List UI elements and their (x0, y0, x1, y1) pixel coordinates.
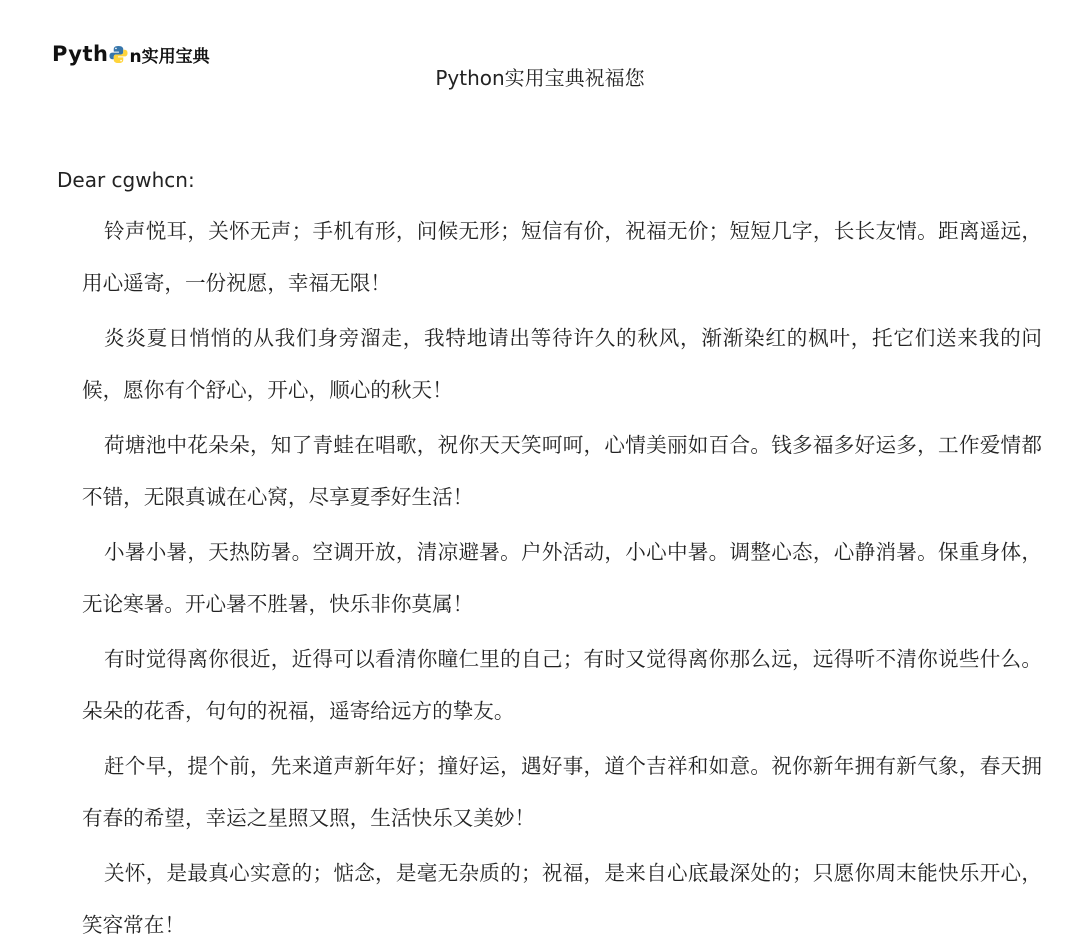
blessing-paragraph-7: 关怀，是最真心实意的；惦念，是毫无杂质的；祝福，是来自心底最深处的；只愿你周末能快乐开心，笑容常在！ (82, 861, 1042, 937)
python-snake-icon (109, 45, 128, 64)
blessing-paragraph-4: 小暑小暑，天热防暑。空调开放，清凉避暑。户外活动，小心中暑。调整心态，心静消暑。保重身体，无论寒暑。开心暑不胜暑，快乐非你莫属！ (82, 540, 1042, 616)
blessing-paragraph-2: 炎炎夏日悄悄的从我们身旁溜走，我特地请出等待许久的秋风，渐渐染红的枫叶，托它们送来我的问候，愿你有个舒心，开心，顺心的秋天！ (82, 326, 1042, 402)
blessing-paragraph-5: 有时觉得离你很近，近得可以看清你瞳仁里的自己；有时又觉得离你那么远，远得听不清你说些什么。朵朵的花香，句句的祝福，遥寄给远方的挚友。 (82, 647, 1042, 723)
letter-body (82, 205, 1042, 943)
blessing-paragraph-1: 铃声悦耳，关怀无声；手机有形，问候无形；短信有价，祝福无价；短短几字，长长友情。距离遥远，用心遥寄，一份祝愿，幸福无限！ (82, 219, 1042, 295)
blessing-paragraph-3: 荷塘池中花朵朵，知了青蛙在唱歌，祝你天天笑呵呵，心情美丽如百合。钱多福多好运多，工作爱情都不错，无限真诚在心窝，尽享夏季好生活！ (82, 433, 1042, 509)
page-title: Python实用宝典祝福您 (435, 66, 645, 90)
logo-text-latin: Pyth (52, 42, 109, 66)
logo-text-cn: n实用宝典 (129, 46, 210, 67)
blessing-paragraph-6: 赶个早，提个前，先来道声新年好；撞好运，遇好事，道个吉祥和如意。祝你新年拥有新气象，春天拥有春的希望，幸运之星照又照，生活快乐又美妙！ (82, 754, 1042, 830)
letter-greeting: Dear cgwhcn: (57, 168, 195, 192)
